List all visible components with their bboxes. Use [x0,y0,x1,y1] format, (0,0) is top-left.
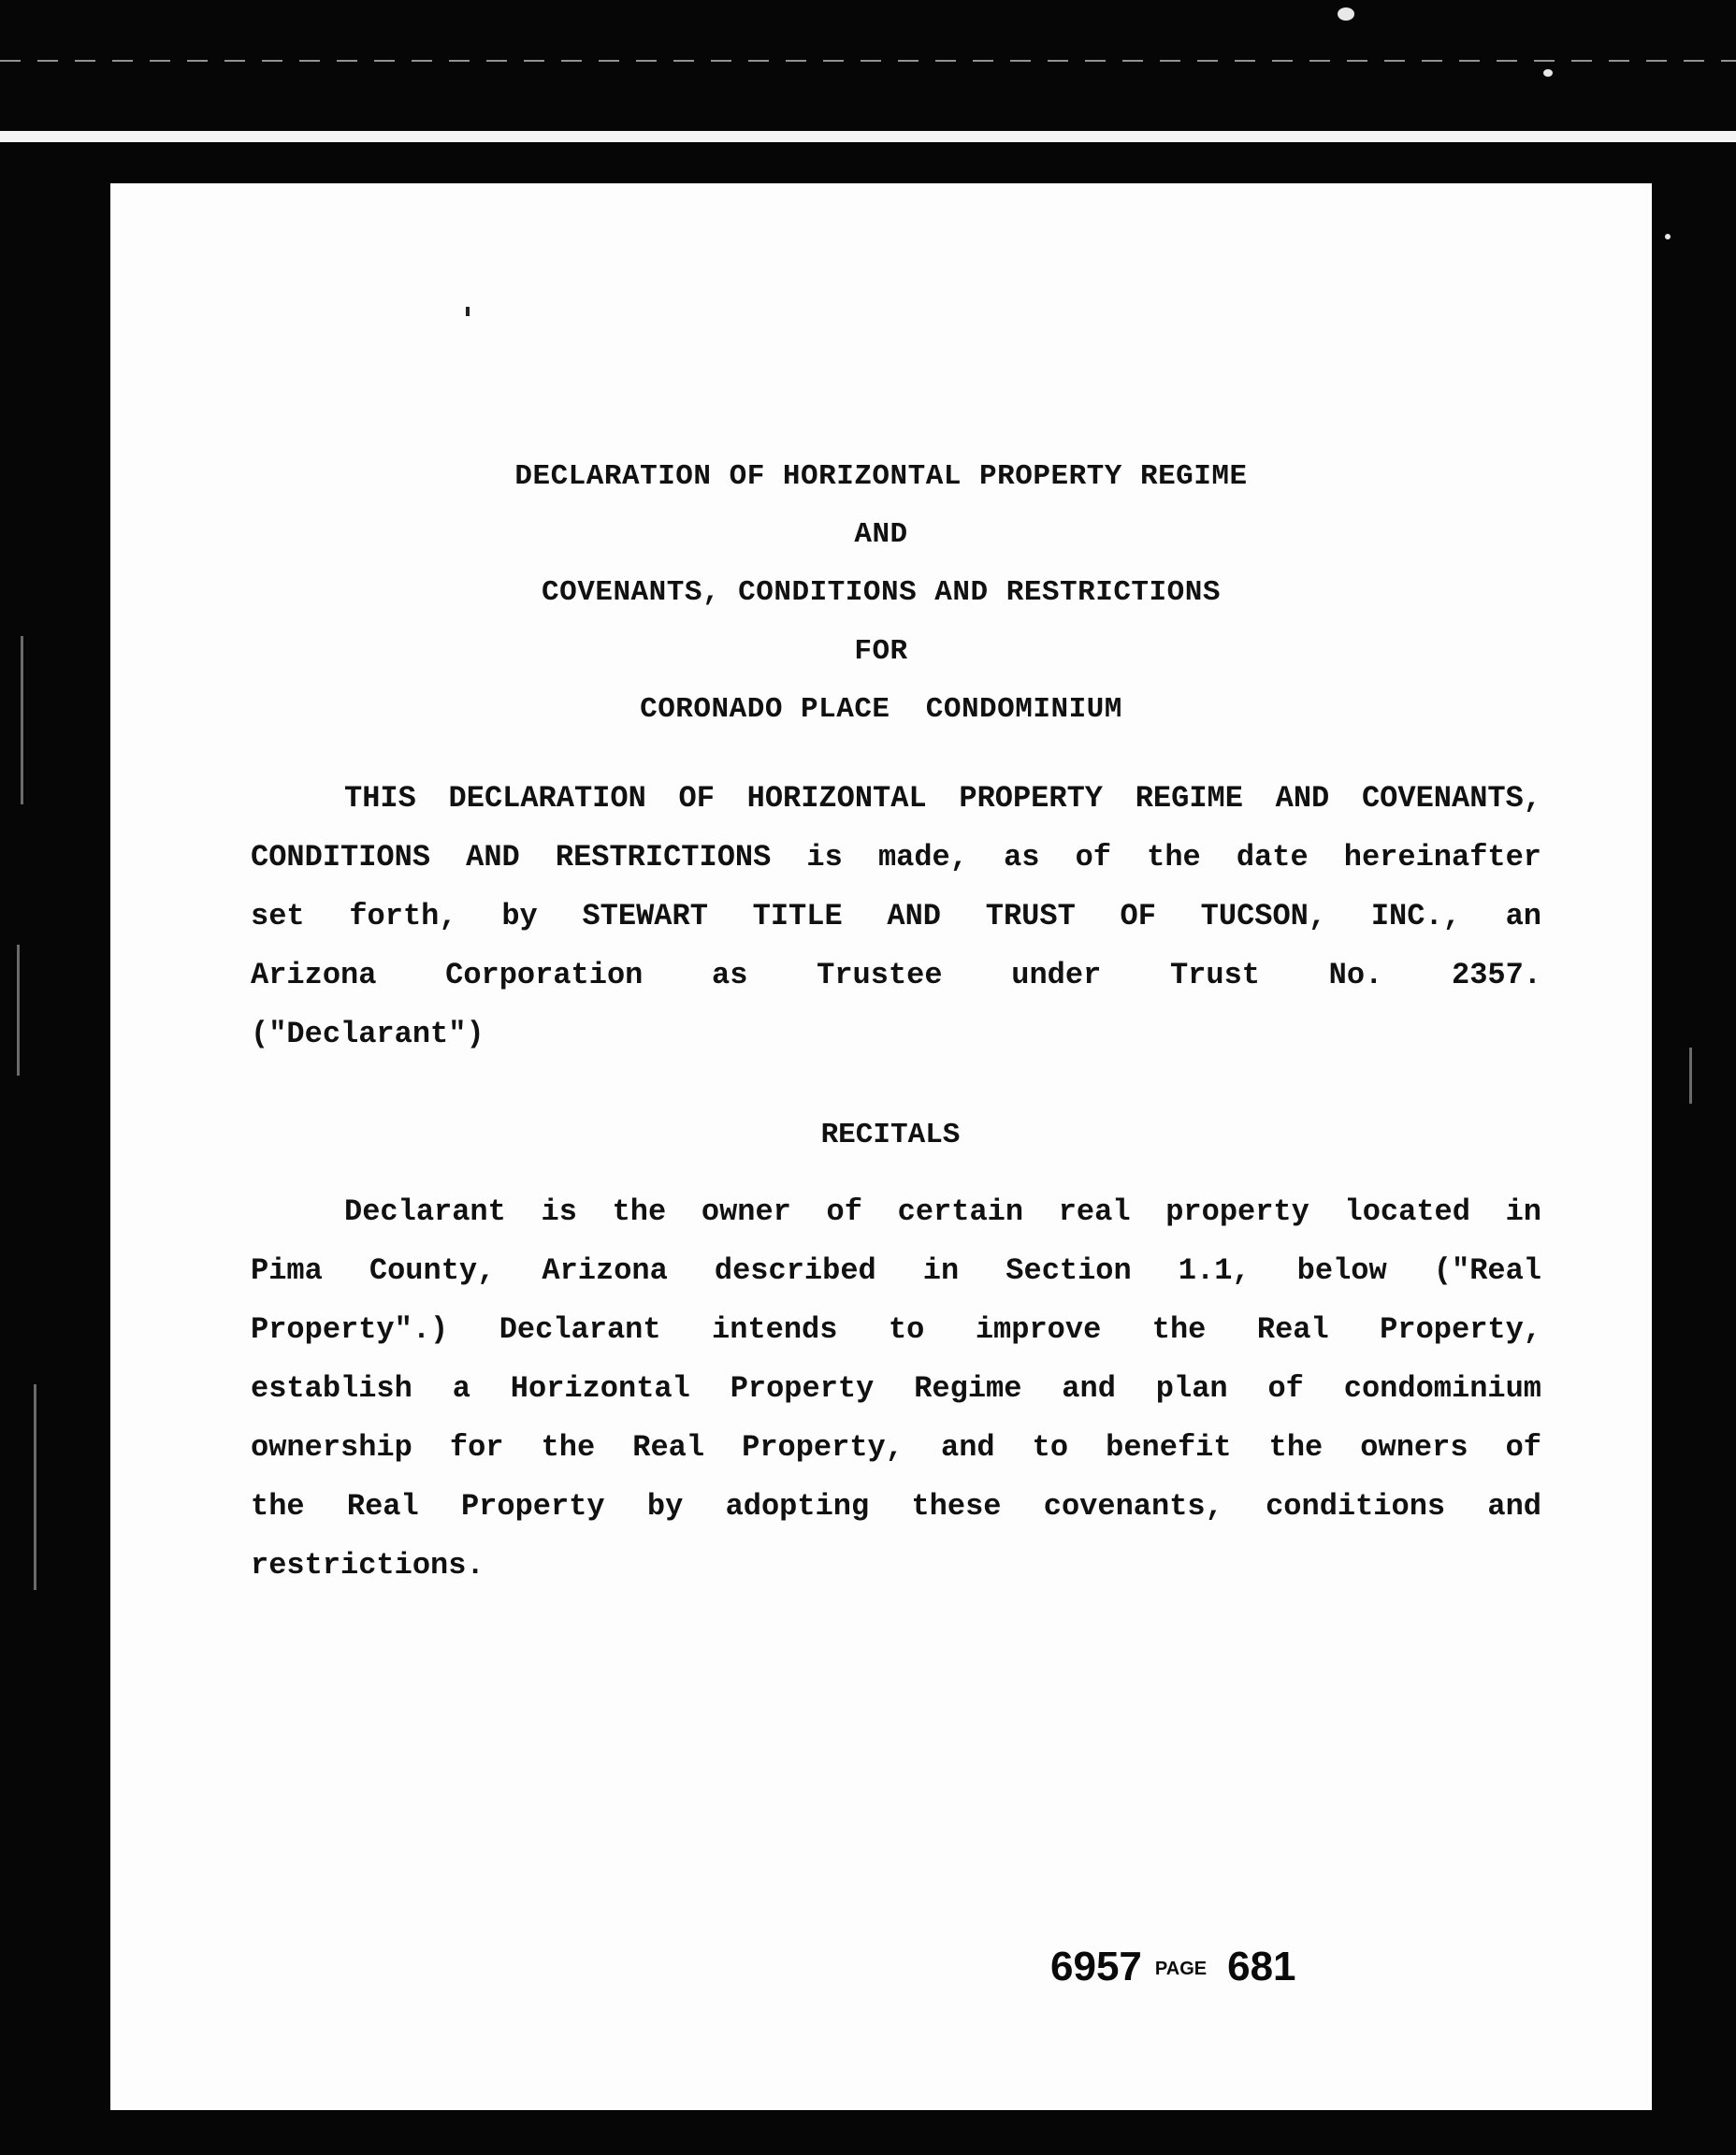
intro-line: THIS DECLARATION OF HORIZONTAL PROPERTY REGIME AND COVENANTS, [344,781,1541,816]
intro-line: CONDITIONS AND RESTRICTIONS is made, as of the date hereinafter [251,840,1541,875]
recitals-line: restrictions. [251,1548,485,1583]
scan-speck [1665,234,1671,239]
book-number: 6957 [1050,1944,1142,1989]
scan-streak [21,636,23,804]
recitals-heading: RECITALS [820,1119,961,1151]
intro-line: ("Declarant") [251,1017,485,1051]
scan-speck [1338,7,1354,21]
page-label: PAGE [1154,1958,1208,1979]
recitals-line: Pima County, Arizona described in Section 1.1, below ("Real [251,1253,1541,1288]
document-page [110,183,1652,2110]
book-page-stamp [1050,1944,1296,1990]
scan-speck [1543,69,1553,77]
page-number: 681 [1227,1944,1296,1989]
title-line-5: CORONADO PLACE CONDOMINIUM [640,693,1122,726]
title-line-4: FOR [854,635,908,668]
recitals-line: establish a Horizontal Property Regime and plan of condominium [251,1371,1541,1406]
scan-streak [34,1384,36,1590]
intro-paragraph [251,769,1541,1063]
recitals-paragraph [251,1182,1541,1595]
intro-line: set forth, by STEWART TITLE AND TRUST OF TUCSON, INC., an [251,899,1541,933]
scan-top-rule [0,131,1736,142]
title-line-3: COVENANTS, CONDITIONS AND RESTRICTIONS [542,576,1221,609]
scan-streak [17,945,20,1076]
scan-streak [1689,1048,1692,1104]
recitals-line: Property".) Declarant intends to improve the Real Property, [251,1312,1541,1347]
scan-dash-line [0,60,1736,62]
recitals-line: the Real Property by adopting these covenants, conditions and [251,1489,1541,1524]
title-line-2: AND [854,518,908,551]
intro-line: Arizona Corporation as Trustee under Trust No. 2357. [251,958,1541,992]
recitals-line: Declarant is the owner of certain real property located in [344,1194,1541,1229]
page-mark [466,307,470,316]
title-line-1: DECLARATION OF HORIZONTAL PROPERTY REGIME [514,460,1248,493]
recitals-line: ownership for the Real Property, and to benefit the owners of [251,1430,1541,1465]
